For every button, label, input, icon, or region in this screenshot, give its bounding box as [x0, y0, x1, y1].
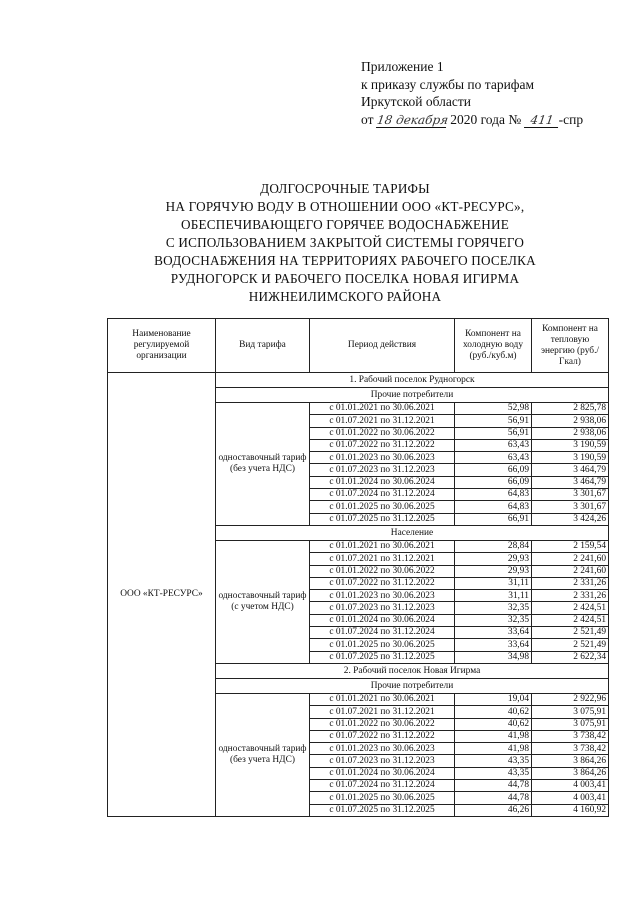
header-organization: Наименование регулируемой организации [108, 319, 216, 373]
heat-energy-value: 2 241,60 [532, 553, 609, 565]
cold-water-value: 33,64 [455, 627, 532, 639]
period-cell: с 01.01.2021 по 30.06.2021 [310, 540, 455, 552]
period-cell: с 01.07.2024 по 31.12.2024 [310, 489, 455, 501]
cold-water-value: 63,43 [455, 452, 532, 464]
cold-water-value: 52,98 [455, 403, 532, 415]
cold-water-value: 41,98 [455, 730, 532, 742]
cold-water-value: 31,11 [455, 577, 532, 589]
heat-energy-value: 2 938,06 [532, 415, 609, 427]
cold-water-value: 64,83 [455, 501, 532, 513]
cold-water-value: 31,11 [455, 590, 532, 602]
period-cell: с 01.07.2025 по 31.12.2025 [310, 804, 455, 816]
period-cell: с 01.07.2021 по 31.12.2021 [310, 706, 455, 718]
heat-energy-value: 4 003,41 [532, 780, 609, 792]
section-title: 2. Рабочий поселок Новая Игирма [216, 663, 609, 678]
cold-water-value: 33,64 [455, 639, 532, 651]
heat-energy-value: 2 938,06 [532, 427, 609, 439]
tariff-table [107, 318, 609, 817]
appendix-number-suffix: -спр [558, 111, 584, 127]
period-cell: с 01.07.2024 по 31.12.2024 [310, 627, 455, 639]
period-cell: с 01.07.2023 по 31.12.2023 [310, 602, 455, 614]
cold-water-value: 46,26 [455, 804, 532, 816]
cold-water-value: 66,09 [455, 464, 532, 476]
cold-water-value: 43,35 [455, 755, 532, 767]
cold-water-value: 28,84 [455, 540, 532, 552]
cold-water-value: 44,78 [455, 780, 532, 792]
title-line: С ИСПОЛЬЗОВАНИЕМ ЗАКРЫТОЙ СИСТЕМЫ ГОРЯЧЕГО [165, 235, 525, 250]
heat-energy-value: 2 159,54 [532, 540, 609, 552]
cold-water-value: 40,62 [455, 718, 532, 730]
heat-energy-value: 3 864,26 [532, 755, 609, 767]
heat-energy-value: 4 003,41 [532, 792, 609, 804]
cold-water-value: 44,78 [455, 792, 532, 804]
period-cell: с 01.07.2023 по 31.12.2023 [310, 464, 455, 476]
table-header-row [108, 319, 609, 373]
heat-energy-value: 2 331,26 [532, 577, 609, 589]
cold-water-value: 66,09 [455, 476, 532, 488]
period-cell: с 01.01.2023 по 30.06.2023 [310, 743, 455, 755]
heat-energy-value: 4 160,92 [532, 804, 609, 816]
handwritten-order-number: 411 [524, 113, 560, 128]
period-cell: с 01.07.2022 по 31.12.2022 [310, 577, 455, 589]
table-body [108, 373, 609, 817]
cold-water-value: 63,43 [455, 439, 532, 451]
heat-energy-value: 2 622,34 [532, 651, 609, 663]
period-cell: с 01.01.2025 по 30.06.2025 [310, 792, 455, 804]
header-cold-water-component: Компонент на холодную воду (руб./куб.м) [455, 319, 532, 373]
period-cell: с 01.01.2022 по 30.06.2022 [310, 565, 455, 577]
period-cell: с 01.07.2024 по 31.12.2024 [310, 780, 455, 792]
cold-water-value: 29,93 [455, 553, 532, 565]
period-cell: с 01.01.2021 по 30.06.2021 [310, 693, 455, 705]
cold-water-value: 19,04 [455, 693, 532, 705]
heat-energy-value: 3 190,59 [532, 452, 609, 464]
cold-water-value: 43,35 [455, 767, 532, 779]
cold-water-value: 34,98 [455, 651, 532, 663]
title-line: ДОЛГОСРОЧНЫЕ ТАРИФЫ [260, 181, 430, 196]
consumer-group-title: Прочие потребители [216, 678, 609, 693]
appendix-year-number-label: 2020 года № [450, 111, 522, 127]
period-cell: с 01.07.2021 по 31.12.2021 [310, 553, 455, 565]
title-line: НА ГОРЯЧУЮ ВОДУ В ОТНОШЕНИИ ООО «КТ-РЕСУРС», [165, 199, 525, 214]
cold-water-value: 56,91 [455, 415, 532, 427]
title-line: ВОДОСНАБЖЕНИЯ НА ТЕРРИТОРИЯХ РАБОЧЕГО ПОСЕЛКА [154, 253, 536, 268]
consumer-group-title: Население [216, 525, 609, 540]
heat-energy-value: 3 075,91 [532, 706, 609, 718]
tariff-kind: одноставочный тариф (без учета НДС) [216, 693, 310, 816]
period-cell: с 01.07.2023 по 31.12.2023 [310, 755, 455, 767]
heat-energy-value: 2 424,51 [532, 614, 609, 626]
cold-water-value: 66,91 [455, 513, 532, 525]
tariff-kind: одноставочный тариф (с учетом НДС) [216, 540, 310, 663]
period-cell: с 01.01.2022 по 30.06.2022 [310, 427, 455, 439]
header-period: Период действия [310, 319, 455, 373]
cold-water-value: 41,98 [455, 743, 532, 755]
heat-energy-value: 3 190,59 [532, 439, 609, 451]
appendix-line-4 [361, 111, 621, 129]
period-cell: с 01.07.2022 по 31.12.2022 [310, 730, 455, 742]
heat-energy-value: 3 738,42 [532, 743, 609, 755]
period-cell: с 01.07.2022 по 31.12.2022 [310, 439, 455, 451]
cold-water-value: 29,93 [455, 565, 532, 577]
period-cell: с 01.01.2023 по 30.06.2023 [310, 590, 455, 602]
heat-energy-value: 3 301,67 [532, 489, 609, 501]
heat-energy-value: 2 521,49 [532, 627, 609, 639]
cold-water-value: 40,62 [455, 706, 532, 718]
cold-water-value: 56,91 [455, 427, 532, 439]
appendix-line-1: Приложение 1 [361, 59, 444, 74]
period-cell: с 01.01.2025 по 30.06.2025 [310, 639, 455, 651]
section-row [108, 373, 609, 388]
period-cell: с 01.01.2022 по 30.06.2022 [310, 718, 455, 730]
period-cell: с 01.01.2021 по 30.06.2021 [310, 403, 455, 415]
heat-energy-value: 2 424,51 [532, 602, 609, 614]
heat-energy-value: 3 424,26 [532, 513, 609, 525]
period-cell: с 01.01.2024 по 30.06.2024 [310, 767, 455, 779]
appendix-date-prefix: от [361, 111, 374, 127]
title-line: ОБЕСПЕЧИВАЮЩЕГО ГОРЯЧЕЕ ВОДОСНАБЖЕНИЕ [180, 217, 510, 232]
period-cell: с 01.07.2025 по 31.12.2025 [310, 651, 455, 663]
handwritten-date: 18 декабря [375, 112, 449, 127]
heat-energy-value: 2 825,78 [532, 403, 609, 415]
tariff-kind: одноставочный тариф (без учета НДС) [216, 403, 310, 526]
title-line: РУДНОГОРСК И РАБОЧЕГО ПОСЕЛКА НОВАЯ ИГИРМА [170, 271, 520, 286]
period-cell: с 01.01.2024 по 30.06.2024 [310, 476, 455, 488]
period-cell: с 01.07.2021 по 31.12.2021 [310, 415, 455, 427]
heat-energy-value: 2 241,60 [532, 565, 609, 577]
heat-energy-value: 3 075,91 [532, 718, 609, 730]
period-cell: с 01.01.2025 по 30.06.2025 [310, 501, 455, 513]
heat-energy-value: 3 864,26 [532, 767, 609, 779]
appendix-line-3: Иркутской области [361, 94, 472, 109]
header-tariff-kind: Вид тарифа [216, 319, 310, 373]
heat-energy-value: 2 521,49 [532, 639, 609, 651]
appendix-block [361, 58, 621, 128]
period-cell: с 01.07.2025 по 31.12.2025 [310, 513, 455, 525]
cold-water-value: 32,35 [455, 614, 532, 626]
heat-energy-value: 3 464,79 [532, 476, 609, 488]
heat-energy-value: 3 301,67 [532, 501, 609, 513]
period-cell: с 01.01.2023 по 30.06.2023 [310, 452, 455, 464]
header-heat-energy-component: Компонент на тепловую энергию (руб./Гкал) [532, 319, 609, 373]
cold-water-value: 32,35 [455, 602, 532, 614]
title-line: НИЖНЕИЛИМСКОГО РАЙОНА [248, 289, 442, 304]
heat-energy-value: 2 331,26 [532, 590, 609, 602]
organization-name: ООО «КТ-РЕСУРС» [108, 373, 216, 817]
document-title [120, 180, 570, 306]
consumer-group-title: Прочие потребители [216, 388, 609, 403]
heat-energy-value: 3 738,42 [532, 730, 609, 742]
section-title: 1. Рабочий поселок Рудногорск [216, 373, 609, 388]
heat-energy-value: 3 464,79 [532, 464, 609, 476]
period-cell: с 01.01.2024 по 30.06.2024 [310, 614, 455, 626]
cold-water-value: 64,83 [455, 489, 532, 501]
heat-energy-value: 2 922,96 [532, 693, 609, 705]
appendix-line-2: к приказу службы по тарифам [361, 76, 535, 92]
